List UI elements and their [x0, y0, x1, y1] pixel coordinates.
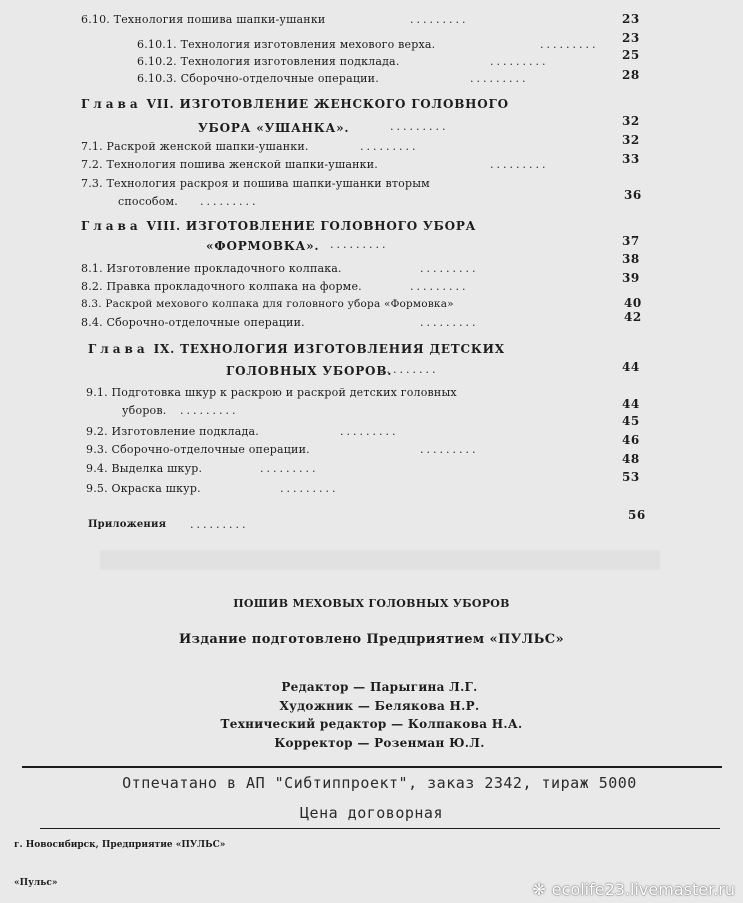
- credit-proofreader: Корректор — Розенман Ю.Л.: [274, 736, 485, 750]
- toc-entry-8-2: 8.2. Правка прокладочного колпака на форме.: [81, 280, 362, 293]
- divider-rule: [22, 766, 722, 768]
- credit-artist: Художник — Белякова Н.Р.: [279, 699, 480, 713]
- leader-dots: .........: [490, 158, 549, 171]
- divider-rule: [40, 828, 720, 829]
- page-number: 56: [628, 508, 646, 522]
- toc-entry-9-3: 9.3. Сборочно-отделочные операции.: [86, 443, 310, 456]
- leader-dots: .........: [340, 425, 399, 438]
- leader-dots: .........: [380, 363, 439, 376]
- chapter-label: Глава: [81, 97, 142, 111]
- toc-entry-7-3: 7.3. Технология раскроя и пошива шапки-ушанки вторым: [81, 177, 430, 190]
- flower-icon: ❋: [532, 880, 546, 899]
- leader-dots: .........: [420, 262, 479, 275]
- bleed-through: [100, 550, 660, 570]
- chapter-9-heading: [88, 341, 505, 357]
- toc-entry-6-10: 6.10. Технология пошива шапки-ушанки: [81, 13, 326, 26]
- page-number: 28: [622, 68, 640, 82]
- page-number: 48: [622, 452, 640, 466]
- leader-dots: .........: [280, 482, 339, 495]
- toc-entry-9-1: 9.1. Подготовка шкур к раскрою и раскрой детских головных: [86, 386, 457, 399]
- page-number: 44: [622, 360, 640, 374]
- leader-dots: .........: [420, 443, 479, 456]
- page-number: 42: [624, 310, 642, 324]
- chapter-label: Глава: [88, 342, 149, 356]
- page-number: 32: [622, 133, 640, 147]
- toc-entry-appendix: Приложения: [88, 519, 167, 530]
- leader-dots: .........: [390, 120, 449, 133]
- leader-dots: .........: [420, 316, 479, 329]
- book-title: ПОШИВ МЕХОВЫХ ГОЛОВНЫХ УБОРОВ: [233, 597, 510, 610]
- page-number: 45: [622, 414, 640, 428]
- toc-entry-8-3: 8.3. Раскрой мехового колпака для головного убора «Формовка»: [81, 298, 454, 310]
- leader-dots: .........: [330, 238, 389, 251]
- page-number: 25: [622, 48, 640, 62]
- toc-entry-7-1: 7.1. Раскрой женской шапки-ушанки.: [81, 140, 309, 153]
- chapter-7-heading: [81, 96, 509, 112]
- leader-dots: .........: [190, 518, 249, 531]
- toc-entry-6-10-3: 6.10.3. Сборочно-отделочные операции.: [137, 72, 379, 85]
- leader-dots: .........: [180, 404, 239, 417]
- leader-dots: .........: [410, 280, 469, 293]
- city-line: г. Новосибирск, Предприятие «ПУЛЬС»: [14, 840, 226, 850]
- credit-tech-editor: Технический редактор — Колпакова Н.А.: [220, 717, 523, 731]
- page-number: 40: [624, 296, 642, 310]
- page-number: 32: [622, 114, 640, 128]
- chapter-title-line1: VII. ИЗГОТОВЛЕНИЕ ЖЕНСКОГО ГОЛОВНОГО: [146, 97, 509, 111]
- page-number: 23: [622, 12, 640, 26]
- chapter-8-heading-line2: «ФОРМОВКА».: [206, 239, 320, 253]
- leader-dots: .........: [540, 38, 599, 51]
- page-number: 36: [624, 188, 642, 202]
- chapter-8-heading: [81, 218, 476, 234]
- page-number: 44: [622, 397, 640, 411]
- chapter-9-heading-line2: ГОЛОВНЫХ УБОРОВ.: [226, 364, 393, 378]
- page-number: 23: [622, 31, 640, 45]
- toc-entry-9-4: 9.4. Выделка шкур.: [86, 462, 203, 475]
- watermark: [532, 880, 735, 899]
- page-number: 53: [622, 470, 640, 484]
- chapter-title-line1: IX. ТЕХНОЛОГИЯ ИЗГОТОВЛЕНИЯ ДЕТСКИХ: [153, 342, 505, 356]
- toc-entry-7-3-cont: способом.: [118, 195, 178, 208]
- toc-entry-8-1: 8.1. Изготовление прокладочного колпака.: [81, 262, 342, 275]
- leader-dots: .........: [410, 13, 469, 26]
- credit-editor: Редактор — Парыгина Л.Г.: [281, 680, 478, 694]
- print-info: Отпечатано в АП "Сибтиппроект", заказ 2342, тираж 5000: [122, 774, 637, 792]
- toc-entry-6-10-2: 6.10.2. Технология изготовления подклада.: [137, 55, 400, 68]
- toc-entry-9-2: 9.2. Изготовление подклада.: [86, 425, 259, 438]
- leader-dots: .........: [470, 72, 529, 85]
- page-number: 33: [622, 152, 640, 166]
- leader-dots: .........: [360, 140, 419, 153]
- page-number: 38: [622, 252, 640, 266]
- price-line: Цена договорная: [300, 804, 443, 822]
- toc-entry-6-10-1: 6.10.1. Технология изготовления мехового верха.: [137, 38, 436, 51]
- page-number: 37: [622, 234, 640, 248]
- chapter-7-heading-line2: УБОРА «УШАНКА».: [198, 121, 350, 135]
- toc-entry-9-1-cont: уборов.: [122, 404, 167, 417]
- publisher-line: Издание подготовлено Предприятием «ПУЛЬС»: [178, 632, 564, 647]
- publisher-mark: «Пульс»: [14, 878, 58, 888]
- leader-dots: .........: [490, 55, 549, 68]
- leader-dots: .........: [260, 462, 319, 475]
- toc-entry-8-4: 8.4. Сборочно-отделочные операции.: [81, 316, 305, 329]
- toc-entry-7-2: 7.2. Технология пошива женской шапки-ушанки.: [81, 158, 378, 171]
- page-number: 46: [622, 433, 640, 447]
- leader-dots: .........: [200, 195, 259, 208]
- chapter-title-line1: VIII. ИЗГОТОВЛЕНИЕ ГОЛОВНОГО УБОРА: [146, 219, 477, 233]
- page-number: 39: [622, 271, 640, 285]
- toc-entry-9-5: 9.5. Окраска шкур.: [86, 482, 201, 495]
- watermark-text: ecolife23.livemaster.ru: [551, 880, 735, 899]
- chapter-label: Глава: [81, 219, 142, 233]
